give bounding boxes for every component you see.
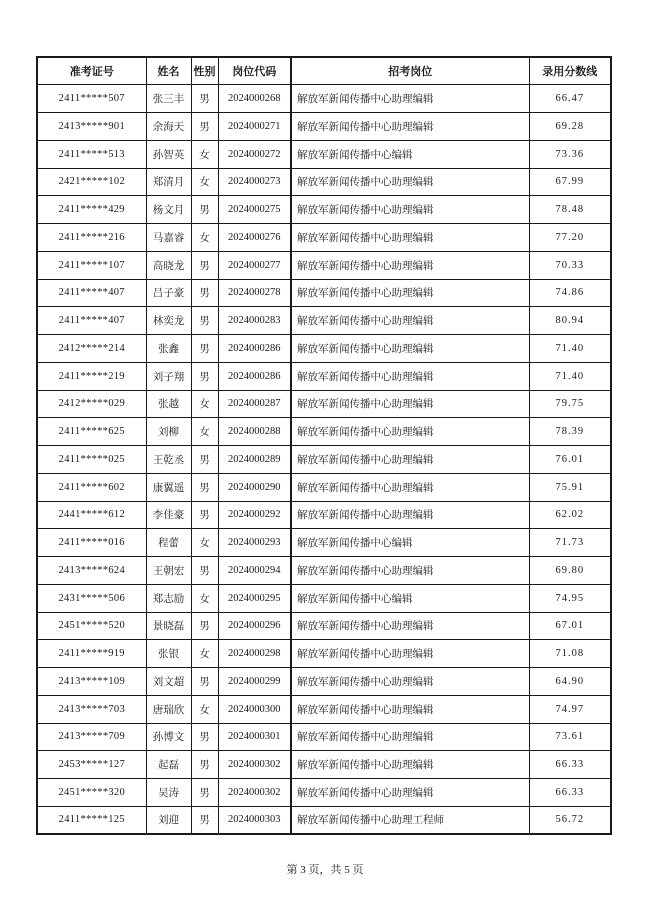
- cell-gender: 女: [191, 168, 218, 196]
- table-row: [37, 196, 611, 224]
- table-row: [37, 473, 611, 501]
- cell-job-title: 解放军新闻传播中心助理编辑: [291, 723, 529, 751]
- cell-gender: 男: [191, 668, 218, 696]
- cell-exam-id: 2411*****919: [37, 640, 146, 668]
- cell-score: 71.08: [529, 640, 611, 668]
- cell-name: 唐瑞欣: [146, 695, 191, 723]
- cell-score: 75.91: [529, 473, 611, 501]
- cell-name: 余海天: [146, 113, 191, 141]
- cell-job-title: 解放军新闻传播中心编辑: [291, 140, 529, 168]
- cell-job-title: 解放军新闻传播中心助理编辑: [291, 557, 529, 585]
- header-cell-exam-id: 准考证号: [37, 57, 146, 85]
- cell-exam-id: 2413*****703: [37, 695, 146, 723]
- cell-gender: 男: [191, 279, 218, 307]
- cell-name: 张银: [146, 640, 191, 668]
- cell-job-code: 2024000276: [218, 224, 291, 252]
- cell-exam-id: 2412*****029: [37, 390, 146, 418]
- cell-exam-id: 2413*****109: [37, 668, 146, 696]
- cell-gender: 男: [191, 85, 218, 113]
- cell-exam-id: 2413*****624: [37, 557, 146, 585]
- cell-gender: 男: [191, 779, 218, 807]
- cell-job-code: 2024000289: [218, 446, 291, 474]
- cell-job-code: 2024000277: [218, 251, 291, 279]
- cell-job-code: 2024000300: [218, 695, 291, 723]
- table-row: [37, 85, 611, 113]
- cell-exam-id: 2411*****125: [37, 806, 146, 834]
- table-body: [37, 85, 611, 834]
- cell-score: 66.33: [529, 779, 611, 807]
- cell-job-code: 2024000278: [218, 279, 291, 307]
- cell-exam-id: 2451*****520: [37, 612, 146, 640]
- cell-job-code: 2024000302: [218, 751, 291, 779]
- cell-score: 71.40: [529, 335, 611, 363]
- table-row: [37, 168, 611, 196]
- cell-score: 56.72: [529, 806, 611, 834]
- table-row: [37, 418, 611, 446]
- cell-score: 67.01: [529, 612, 611, 640]
- cell-name: 景晓磊: [146, 612, 191, 640]
- table-row: [37, 640, 611, 668]
- header-cell-name: 姓名: [146, 57, 191, 85]
- cell-score: 67.99: [529, 168, 611, 196]
- table-row: [37, 307, 611, 335]
- cell-gender: 男: [191, 307, 218, 335]
- cell-job-code: 2024000290: [218, 473, 291, 501]
- cell-score: 74.86: [529, 279, 611, 307]
- cell-exam-id: 2411*****513: [37, 140, 146, 168]
- cell-job-title: 解放军新闻传播中心助理编辑: [291, 168, 529, 196]
- cell-job-title: 解放军新闻传播中心助理编辑: [291, 668, 529, 696]
- cell-exam-id: 2453*****127: [37, 751, 146, 779]
- table-row: [37, 362, 611, 390]
- cell-job-code: 2024000288: [218, 418, 291, 446]
- cell-job-title: 解放军新闻传播中心助理编辑: [291, 695, 529, 723]
- cell-score: 74.97: [529, 695, 611, 723]
- score-table: [36, 56, 612, 835]
- cell-score: 62.02: [529, 501, 611, 529]
- cell-exam-id: 2411*****107: [37, 251, 146, 279]
- table-row: [37, 806, 611, 834]
- cell-score: 77.20: [529, 224, 611, 252]
- cell-gender: 女: [191, 224, 218, 252]
- cell-gender: 男: [191, 196, 218, 224]
- cell-job-title: 解放军新闻传播中心助理编辑: [291, 224, 529, 252]
- cell-job-code: 2024000292: [218, 501, 291, 529]
- cell-gender: 女: [191, 140, 218, 168]
- cell-job-code: 2024000286: [218, 335, 291, 363]
- table-row: [37, 224, 611, 252]
- cell-gender: 男: [191, 612, 218, 640]
- cell-job-code: 2024000301: [218, 723, 291, 751]
- cell-job-title: 解放军新闻传播中心助理编辑: [291, 612, 529, 640]
- cell-score: 66.47: [529, 85, 611, 113]
- cell-name: 刘子翔: [146, 362, 191, 390]
- cell-gender: 男: [191, 723, 218, 751]
- cell-job-title: 解放军新闻传播中心助理编辑: [291, 251, 529, 279]
- cell-exam-id: 2411*****025: [37, 446, 146, 474]
- table-row: [37, 584, 611, 612]
- cell-gender: 男: [191, 362, 218, 390]
- cell-job-code: 2024000268: [218, 85, 291, 113]
- cell-job-title: 解放军新闻传播中心助理编辑: [291, 501, 529, 529]
- cell-gender: 男: [191, 446, 218, 474]
- cell-name: 郑清月: [146, 168, 191, 196]
- cell-name: 刘文超: [146, 668, 191, 696]
- cell-score: 69.80: [529, 557, 611, 585]
- cell-exam-id: 2421*****102: [37, 168, 146, 196]
- cell-name: 起磊: [146, 751, 191, 779]
- table-row: [37, 779, 611, 807]
- cell-job-code: 2024000287: [218, 390, 291, 418]
- table-row: [37, 279, 611, 307]
- cell-job-code: 2024000271: [218, 113, 291, 141]
- cell-score: 80.94: [529, 307, 611, 335]
- cell-job-title: 解放军新闻传播中心助理编辑: [291, 196, 529, 224]
- cell-exam-id: 2411*****507: [37, 85, 146, 113]
- cell-score: 71.40: [529, 362, 611, 390]
- cell-job-code: 2024000275: [218, 196, 291, 224]
- cell-name: 吕子豪: [146, 279, 191, 307]
- table-row: [37, 113, 611, 141]
- cell-name: 刘柳: [146, 418, 191, 446]
- cell-exam-id: 2411*****602: [37, 473, 146, 501]
- cell-job-code: 2024000293: [218, 529, 291, 557]
- table-row: [37, 723, 611, 751]
- cell-name: 王朝宏: [146, 557, 191, 585]
- cell-exam-id: 2411*****407: [37, 307, 146, 335]
- cell-job-title: 解放军新闻传播中心助理编辑: [291, 113, 529, 141]
- table-row: [37, 668, 611, 696]
- cell-name: 郑志励: [146, 584, 191, 612]
- cell-name: 杨文月: [146, 196, 191, 224]
- cell-name: 高晓龙: [146, 251, 191, 279]
- cell-score: 76.01: [529, 446, 611, 474]
- cell-name: 孙智英: [146, 140, 191, 168]
- cell-exam-id: 2411*****429: [37, 196, 146, 224]
- cell-gender: 男: [191, 557, 218, 585]
- cell-job-code: 2024000295: [218, 584, 291, 612]
- cell-gender: 女: [191, 695, 218, 723]
- cell-job-title: 解放军新闻传播中心助理编辑: [291, 362, 529, 390]
- cell-job-title: 解放军新闻传播中心助理编辑: [291, 390, 529, 418]
- cell-exam-id: 2411*****016: [37, 529, 146, 557]
- cell-gender: 男: [191, 251, 218, 279]
- cell-gender: 男: [191, 501, 218, 529]
- table-row: [37, 612, 611, 640]
- cell-job-title: 解放军新闻传播中心助理编辑: [291, 307, 529, 335]
- table-row: [37, 557, 611, 585]
- cell-job-title: 解放军新闻传播中心助理编辑: [291, 473, 529, 501]
- cell-job-title: 解放军新闻传播中心助理编辑: [291, 418, 529, 446]
- cell-job-title: 解放军新闻传播中心助理编辑: [291, 279, 529, 307]
- page-number: 第 3 页，共 5 页: [286, 864, 364, 876]
- cell-gender: 女: [191, 418, 218, 446]
- table-row: [37, 695, 611, 723]
- cell-score: 71.73: [529, 529, 611, 557]
- cell-job-code: 2024000299: [218, 668, 291, 696]
- cell-job-code: 2024000296: [218, 612, 291, 640]
- cell-gender: 女: [191, 390, 218, 418]
- cell-job-title: 解放军新闻传播中心助理编辑: [291, 779, 529, 807]
- cell-gender: 女: [191, 584, 218, 612]
- cell-job-code: 2024000298: [218, 640, 291, 668]
- cell-name: 康翼遥: [146, 473, 191, 501]
- cell-gender: 男: [191, 113, 218, 141]
- table-header-row: [37, 57, 611, 85]
- cell-gender: 女: [191, 640, 218, 668]
- header-cell-score: 录用分数线: [529, 57, 611, 85]
- cell-job-code: 2024000286: [218, 362, 291, 390]
- cell-job-title: 解放军新闻传播中心编辑: [291, 584, 529, 612]
- cell-exam-id: 2413*****901: [37, 113, 146, 141]
- cell-name: 吴涛: [146, 779, 191, 807]
- cell-exam-id: 2411*****219: [37, 362, 146, 390]
- cell-job-code: 2024000283: [218, 307, 291, 335]
- cell-exam-id: 2441*****612: [37, 501, 146, 529]
- header-cell-job-title: 招考岗位: [291, 57, 529, 85]
- cell-exam-id: 2451*****320: [37, 779, 146, 807]
- cell-score: 69.28: [529, 113, 611, 141]
- cell-gender: 男: [191, 751, 218, 779]
- cell-score: 78.48: [529, 196, 611, 224]
- cell-name: 林奕龙: [146, 307, 191, 335]
- cell-name: 李佳豪: [146, 501, 191, 529]
- header-cell-job-code: 岗位代码: [218, 57, 291, 85]
- cell-exam-id: 2411*****407: [37, 279, 146, 307]
- cell-job-code: 2024000294: [218, 557, 291, 585]
- table-row: [37, 335, 611, 363]
- cell-job-title: 解放军新闻传播中心助理编辑: [291, 85, 529, 113]
- cell-exam-id: 2413*****709: [37, 723, 146, 751]
- cell-job-code: 2024000272: [218, 140, 291, 168]
- table-row: [37, 529, 611, 557]
- cell-name: 马嘉睿: [146, 224, 191, 252]
- cell-score: 64.90: [529, 668, 611, 696]
- cell-name: 张三丰: [146, 85, 191, 113]
- table-row: [37, 251, 611, 279]
- cell-job-code: 2024000303: [218, 806, 291, 834]
- cell-name: 刘迎: [146, 806, 191, 834]
- cell-score: 78.39: [529, 418, 611, 446]
- cell-gender: 男: [191, 806, 218, 834]
- cell-job-title: 解放军新闻传播中心助理编辑: [291, 640, 529, 668]
- cell-exam-id: 2412*****214: [37, 335, 146, 363]
- cell-name: 孙博文: [146, 723, 191, 751]
- cell-job-title: 解放军新闻传播中心助理编辑: [291, 335, 529, 363]
- table-row: [37, 140, 611, 168]
- cell-job-code: 2024000302: [218, 779, 291, 807]
- cell-exam-id: 2431*****506: [37, 584, 146, 612]
- table-row: [37, 501, 611, 529]
- cell-gender: 男: [191, 473, 218, 501]
- cell-score: 70.33: [529, 251, 611, 279]
- cell-job-title: 解放军新闻传播中心助理编辑: [291, 751, 529, 779]
- cell-score: 66.33: [529, 751, 611, 779]
- cell-gender: 男: [191, 335, 218, 363]
- table-row: [37, 446, 611, 474]
- cell-job-title: 解放军新闻传播中心编辑: [291, 529, 529, 557]
- table-row: [37, 751, 611, 779]
- cell-name: 王乾丞: [146, 446, 191, 474]
- cell-score: 79.75: [529, 390, 611, 418]
- cell-score: 73.36: [529, 140, 611, 168]
- cell-score: 73.61: [529, 723, 611, 751]
- cell-name: 程蕾: [146, 529, 191, 557]
- header-cell-gender: 性别: [191, 57, 218, 85]
- cell-job-title: 解放军新闻传播中心助理编辑: [291, 446, 529, 474]
- cell-job-title: 解放军新闻传播中心助理工程师: [291, 806, 529, 834]
- cell-name: 张鑫: [146, 335, 191, 363]
- cell-job-code: 2024000273: [218, 168, 291, 196]
- table-row: [37, 390, 611, 418]
- cell-name: 张越: [146, 390, 191, 418]
- cell-exam-id: 2411*****216: [37, 224, 146, 252]
- cell-exam-id: 2411*****625: [37, 418, 146, 446]
- cell-gender: 女: [191, 529, 218, 557]
- cell-score: 74.95: [529, 584, 611, 612]
